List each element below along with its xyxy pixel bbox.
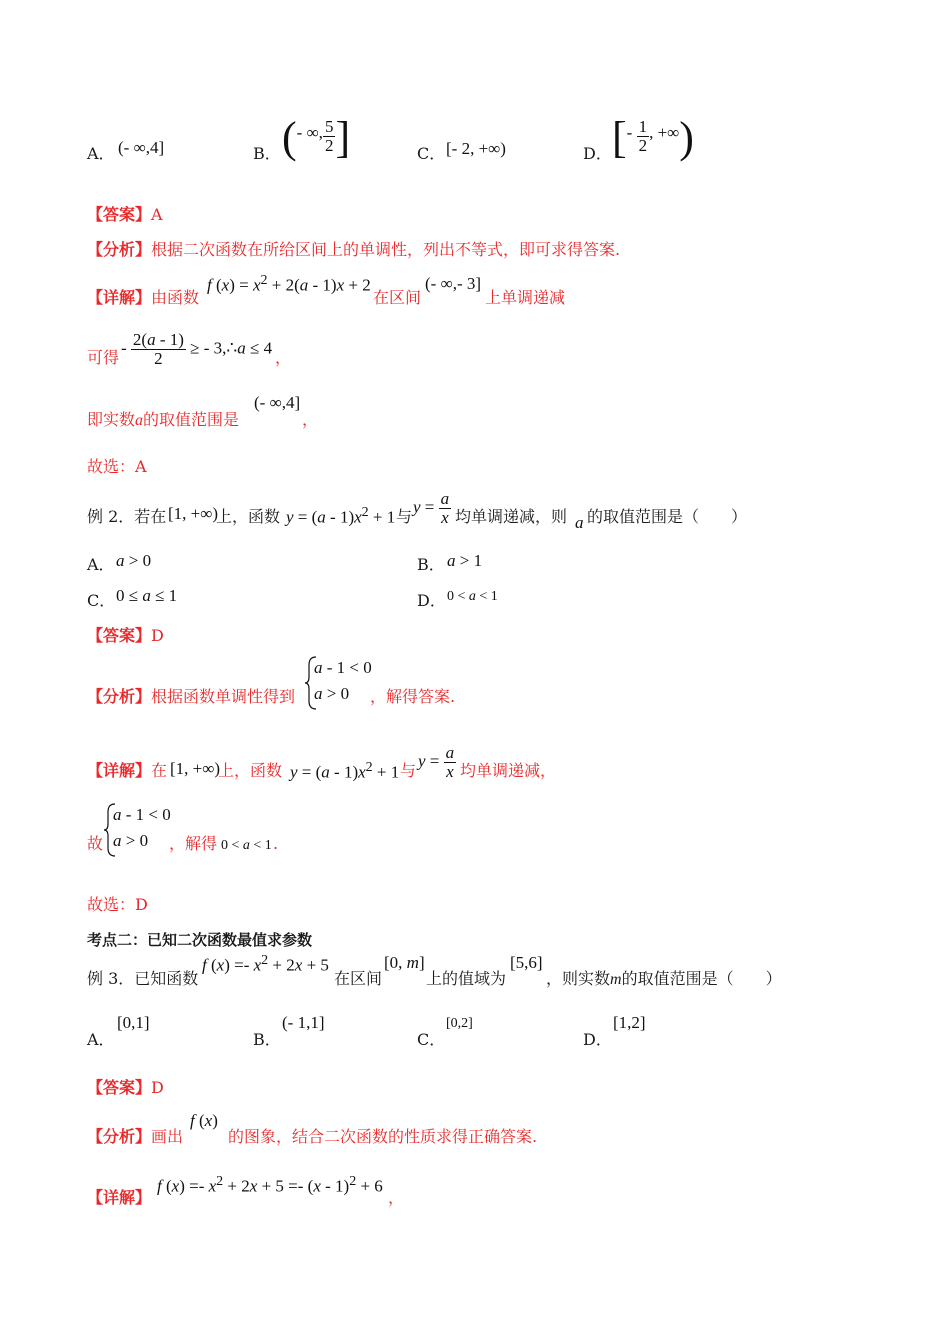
q2-option-d-math: 0 < a < 1 (447, 589, 498, 604)
q1-option-a: A． (87, 144, 115, 163)
q1-option-d-math: [- $\frac{1}{2}$ , +∞) (612, 113, 694, 162)
q1-answer: 【答案】A (87, 205, 163, 224)
q2-detail-so: 故 (87, 834, 104, 853)
q3-analysis: 【分析】画出 (87, 1127, 184, 1146)
q1-option-c: C． (417, 144, 446, 163)
q1-detail-line1: 【详解】由函数 (87, 288, 200, 307)
q1-detail-function: f $(x) = x^2 + 2(a - 1)x + 2$ (207, 273, 371, 295)
q2-detail-result: 0 < a < 1 (221, 838, 272, 853)
q3-option-b: B． (253, 1030, 281, 1049)
q1-detail-range: (- ∞,4] (254, 393, 301, 412)
q3-option-b-math: (- 1,1] (282, 1013, 325, 1032)
q1-analysis: 【分析】根据二次函数在所给区间上的单调性，列出不等式，即可求得答案. (87, 240, 621, 259)
q1-option-b-math: (- ∞, $\frac{5}{2}$ ] (282, 113, 351, 162)
q1-detail-line3: 即实数a的取值范围是 (87, 410, 240, 429)
q1-detail-line2-pre: 可得 (87, 348, 120, 367)
q2-stem-mid1: 上，函数 (216, 507, 281, 526)
q2-stem-mid2: 与 (396, 507, 413, 526)
q3-stem-mid3: ，则实数m的取值范围是（ ） (546, 969, 782, 988)
q2-detail-func2: y = $\frac{a}{x}$ (418, 743, 455, 781)
q3-stem-pre: 例 3．已知函数 (87, 969, 199, 988)
q2-stem-pre: 例 2．若在 (87, 507, 167, 526)
q3-stem-mid2: 上的值域为 (426, 969, 507, 988)
q1-option-a-math: (- ∞,4] (118, 138, 165, 157)
q3-func: f $(x) =- x^2 + 2x + 5$ (202, 953, 329, 975)
q1-detail-line3-post: ， (302, 410, 319, 429)
q2-detail-sys2: a > 0 (113, 831, 149, 850)
q3-option-c: C． (417, 1030, 446, 1049)
q2-option-a: A． (87, 555, 115, 574)
q3-option-c-math: [0,2] (446, 1016, 473, 1031)
q2-analysis-sys2: a > 0 (314, 684, 350, 703)
q1-detail-decreasing: 上单调递减 (485, 288, 566, 307)
q3-detail-tag: 【详解】 (87, 1188, 152, 1207)
q3-option-a: A． (87, 1030, 115, 1049)
q2-option-d: D． (417, 591, 446, 610)
q3-detail-math: f $(x) =- x^2 + 2x + 5 =- (x - 1)^2 + 6$ (157, 1174, 383, 1196)
q2-stem-post: 的取值范围是（ ） (587, 507, 748, 526)
q2-option-b-math: a > 1 (447, 551, 483, 570)
q1-option-d: D． (583, 144, 612, 163)
q3-option-d: D． (583, 1030, 612, 1049)
q1-option-b: B． (253, 144, 281, 163)
q2-analysis-sys1: a - 1 < 0 (314, 658, 372, 677)
q3-stem-mid1: 在区间 (334, 969, 383, 988)
q2-detail-line1: 【详解】在 (87, 761, 168, 780)
q2-detail-end: . (273, 834, 279, 853)
q2-detail-t2: 上，函数 (218, 761, 283, 780)
q2-detail-t4: 均单调递减， (460, 761, 557, 780)
q3-answer: 【答案】D (87, 1078, 164, 1097)
q3-analysis-f: f (x) (190, 1111, 218, 1130)
q2-detail-interval: [1, +∞) (170, 759, 221, 778)
q2-detail-sys1: a - 1 < 0 (113, 805, 171, 824)
q2-stem-mid3: 均单调递减，则 (455, 507, 568, 526)
q2-analysis: 【分析】根据函数单调性得到 (87, 687, 296, 706)
q1-detail-in-interval: 在区间 (373, 288, 422, 307)
q2-choose: 故选：D (87, 895, 148, 914)
q2-detail-solve: ，解得 (169, 834, 218, 853)
q3-interval: [0, m] (384, 953, 425, 972)
q3-option-d-math: [1,2] (613, 1013, 646, 1032)
q1-detail-interval: (- ∞,- 3] (425, 274, 482, 293)
q2-func1: $y = (a - 1)x^2 + 1$ (286, 505, 396, 527)
q2-option-c: C． (87, 591, 116, 610)
q2-func2: y = $\frac{a}{x}$ (413, 489, 450, 527)
q1-detail-line2-post: ， (275, 348, 292, 367)
q1-option-c-math: [- 2, +∞) (446, 139, 506, 158)
q3-analysis-t2: 的图象，结合二次函数的性质求得正确答案. (228, 1127, 538, 1146)
q1-choose: 故选：A (87, 457, 147, 476)
q1-detail-inequality: - $\frac{2(a - 1)}{2}$ ≥ - 3,∴a ≤ 4 (121, 330, 273, 368)
q2-var: a (575, 513, 584, 532)
q2-option-a-math: a > 0 (116, 551, 152, 570)
q2-option-c-math: 0 ≤ a ≤ 1 (116, 586, 178, 605)
q3-option-a-math: [0,1] (117, 1013, 150, 1032)
q3-detail-post: ， (388, 1188, 405, 1207)
q2-interval: [1, +∞) (168, 504, 219, 523)
q2-option-b: B． (417, 555, 445, 574)
q2-detail-func1: $y = (a - 1)x^2 + 1$ (290, 760, 400, 782)
q3-range: [5,6] (510, 953, 543, 972)
q2-detail-t3: 与 (400, 761, 417, 780)
section-title: 考点二：已知二次函数最值求参数 (87, 931, 313, 949)
q2-analysis-post: ，解得答案. (370, 687, 456, 706)
q2-answer: 【答案】D (87, 626, 164, 645)
